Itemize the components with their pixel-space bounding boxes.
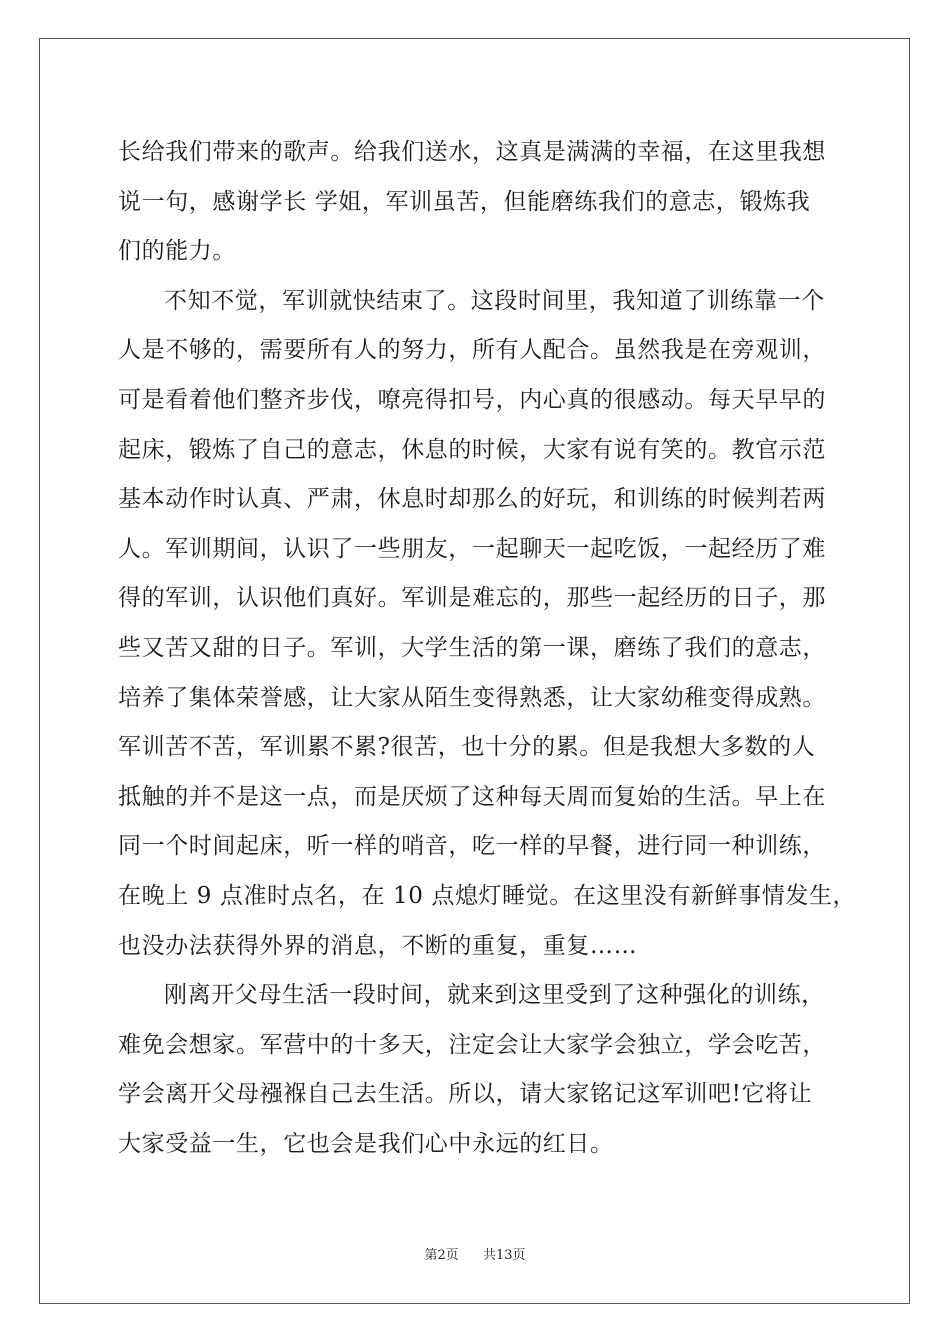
text-line: 学会离开父母襁褓自己去生活。所以，请大家铭记这军训吧!它将让	[118, 1081, 813, 1108]
text-line: 些又苦又甜的日子。军训，大学生活的第一课，磨练了我们的意志，	[118, 634, 826, 661]
text-line: 同一个时间起床，听一样的哨音，吃一样的早餐，进行同一种训练，	[118, 833, 826, 860]
text-line: 人。军训期间，认识了一些朋友，一起聊天一起吃饭，一起经历了难	[118, 535, 826, 562]
text-line: 在晚上 9 点准时点名，在 10 点熄灯睡觉。在这里没有新鲜事情发生，	[118, 882, 857, 909]
text-line: 起床，锻炼了自己的意志，休息的时候，大家有说有笑的。教官示范	[118, 436, 826, 463]
text-line: 大家受益一生，它也会是我们心中永远的红日。	[118, 1130, 614, 1157]
text-line: 长给我们带来的歌声。给我们送水，这真是满满的幸福，在这里我想	[118, 139, 826, 165]
text-line: 难免会想家。军营中的十多天，注定会让大家学会独立，学会吃苦，	[118, 1031, 826, 1058]
text-line: 不知不觉，军训就快结束了。这段时间里，我知道了训练靠一个	[164, 287, 825, 314]
page-number: 第2页	[424, 1248, 459, 1263]
text-line: 们的能力。	[118, 238, 236, 265]
text-line: 人是不够的，需要所有人的努力，所有人配合。虽然我是在旁观训，	[118, 337, 826, 364]
text-line: 抵触的并不是这一点，而是厌烦了这种每天周而复始的生活。早上在	[118, 783, 826, 810]
text-line: 说一句，感谢学长 学姐，军训虽苦，但能磨练我们的意志，锻炼我	[118, 188, 811, 215]
text-line: 可是看着他们整齐步伐，嘹亮得扣号，内心真的很感动。每天早早的	[118, 386, 826, 413]
document-body	[118, 128, 858, 1169]
page-footer	[0, 1244, 950, 1263]
text-line: 军训苦不苦，军训累不累?很苦，也十分的累。但是我想大多数的人	[118, 734, 816, 761]
text-line: 刚离开父母生活一段时间，就来到这里受到了这种强化的训练，	[164, 982, 825, 1009]
page-total: 共13页	[483, 1248, 526, 1263]
text-line: 得的军训，认识他们真好。军训是难忘的，那些一起经历的日子，那	[118, 585, 826, 612]
text-line: 也没办法获得外界的消息，不断的重复，重复……	[118, 932, 638, 959]
text-line: 基本动作时认真、严肃，休息时却那么的好玩，和训练的时候判若两	[118, 486, 826, 513]
text-line: 培养了集体荣誉感，让大家从陌生变得熟悉，让大家幼稚变得成熟。	[118, 684, 826, 711]
